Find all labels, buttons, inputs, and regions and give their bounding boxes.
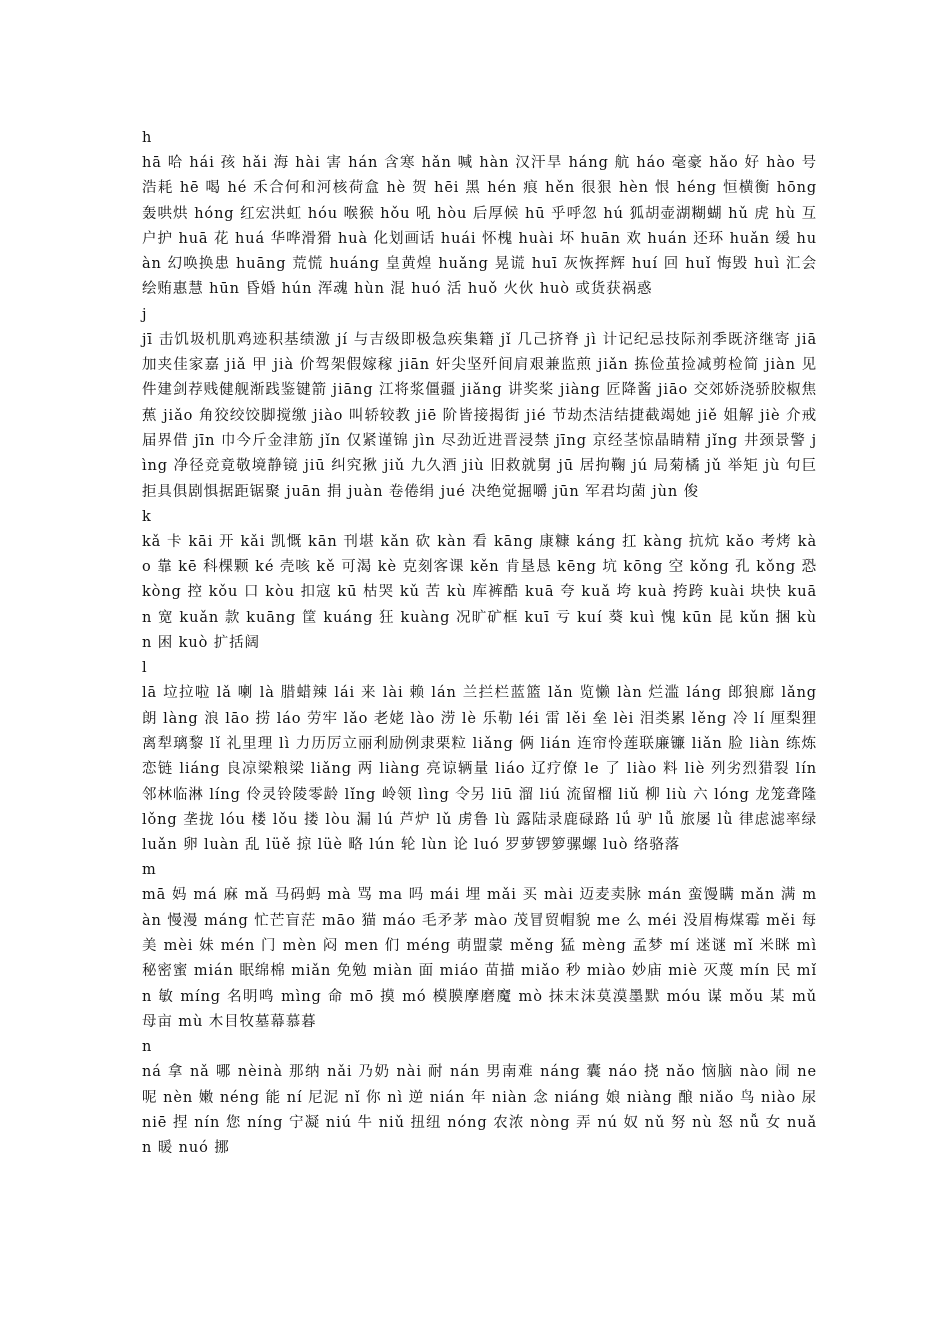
- pinyin-paragraph-j: jī 击饥圾机肌鸡迹积基绩激 jí 与吉级即极急疾集籍 jǐ 几己挤脊 jì 计记纪忌技际剂季既济继寄 jiā 加夹佳家嘉 jiǎ 甲 jià 价驾架假嫁稼 jiān 奸尖坚歼间肩艰兼监煎 jiǎn 拣俭茧捡减剪检简 jiàn 见件建剑荐贱健舰渐践鉴键箭 jiāng 江将浆僵疆 jiǎng 讲奖桨 jiàng 匠降酱 jiāo 交郊娇浇骄胶椒焦蕉 jiǎo 角狡绞饺脚搅缴 jiào 叫轿较教 jiē 阶皆接揭街 jié 节劫杰洁结捷截竭她 jiě 姐解 jiè 介戒届界借 jīn 巾今斤金津筋 jǐn 仅紧谨锦 jìn 尽劲近进晋浸禁 jīng 京经茎惊晶睛精 jǐng 井颈景警 jìng 净径竞竟敬境静镜 jiū 纠究揪 jiǔ 九久酒 jiù 旧救就舅 jū 居拘鞠 jú 局菊橘 jǔ 举矩 jù 句巨拒具俱剧惧据距锯聚 juān 捐 juàn 卷倦绢 jué 决绝觉掘嚼 jūn 军君均菌 jùn 俊: [142, 331, 817, 500]
- pinyin-paragraph-h: hā 哈 hái 孩 hǎi 海 hài 害 hán 含寒 hǎn 喊 hàn 汉汗旱 háng 航 háo 毫豪 hǎo 好 hào 号浩耗 hē 喝 hé 禾合何和河核荷盒 hè 贺 hēi 黑 hén 痕 hěn 很狠 hèn 恨 héng 恒横衡 hōng 轰哄烘 hóng 红宏洪虹 hóu 喉猴 hǒu 吼 hòu 后厚候 hū 乎呼忽 hú 狐胡壶湖糊蝴 hǔ 虎 hù 互户护 huā 花 huá 华哗滑猾 huà 化划画话 huái 怀槐 huài 坏 huān 欢 huán 还环 huǎn 缓 huàn 幻唤换患 huāng 荒慌 huáng 皇黄煌 huǎng 晃谎 huī 灰恢挥辉 huí 回 huǐ 悔毁 huì 汇会绘贿惠慧 hūn 昏婚 hún 浑魂 hùn 混 huó 活 huǒ 火伙 huò 或货获祸惑: [142, 155, 817, 298]
- section-heading-h: h: [142, 130, 153, 146]
- document-page: [142, 126, 817, 1161]
- pinyin-paragraph-k: kǎ 卡 kāi 开 kǎi 凯慨 kān 刊堪 kǎn 砍 kàn 看 kāng 康糠 káng 扛 kàng 抗炕 kǎo 考烤 kào 靠 kē 科棵颗 ké 壳咳 kě 可渴 kè 克刻客课 kěn 肯垦恳 kēng 坑 kōng 空 kǒng 孔 kǒng 恐 kòng 控 kǒu 口 kòu 扣寇 kū 枯哭 kǔ 苦 kù 库裤酷 kuā 夸 kuǎ 垮 kuà 挎跨 kuài 块快 kuān 宽 kuǎn 款 kuāng 筐 kuáng 狂 kuàng 况旷矿框 kuī 亏 kuí 葵 kuì 愧 kūn 昆 kǔn 捆 kùn 困 kuò 扩括阔: [142, 533, 817, 652]
- section-heading-k: k: [142, 508, 152, 525]
- section-heading-j: j: [142, 306, 148, 323]
- pinyin-paragraph-l: lā 垃拉啦 lǎ 喇 là 腊蜡辣 lái 来 lài 赖 lán 兰拦栏蓝篮 lǎn 览懒 làn 烂滥 láng 郎狼廊 lǎng 朗 làng 浪 lāo 捞 láo 劳牢 lǎo 老姥 lào 涝 lè 乐勒 léi 雷 lěi 垒 lèi 泪类累 lěng 冷 lí 厘梨狸离犁璃黎 lǐ 礼里理 lì 力历厉立丽利励例隶栗粒 liǎng 俩 lián 连帘怜莲联廉镰 liǎn 脸 liàn 练炼恋链 liáng 良凉梁粮梁 liǎng 两 liàng 亮谅辆量 liáo 辽疗僚 le 了 liào 料 liè 列劣烈猎裂 lín 邻林临淋 líng 伶灵铃陵零龄 lǐng 岭领 lìng 令另 liū 溜 liú 流留榴 liǔ 柳 liù 六 lóng 龙笼聋隆 lǒng 垄拢 lóu 楼 lǒu 搂 lòu 漏 lú 芦炉 lǔ 虏鲁 lù 露陆录鹿碌路 lǘ 驴 lǚ 旅屡 lǜ 律虑滤率绿 luǎn 卵 luàn 乱 lüě 掠 lüè 略 lún 轮 lùn 论 luó 罗萝锣箩骡螺 luò 络骆落: [142, 685, 817, 854]
- section-heading-m: m: [142, 862, 157, 879]
- section-heading-n: n: [142, 1039, 153, 1056]
- pinyin-paragraph-n: ná 拿 nǎ 哪 nèinà 那纳 nǎi 乃奶 nài 耐 nán 男南难 náng 囊 náo 挠 nǎo 恼脑 nào 闹 ne 呢 nèn 嫩 néng 能 ní 尼泥 nǐ 你 nì 逆 nián 年 niàn 念 niáng 娘 niàng 酿 niǎo 鸟 niào 尿 niē 捏 nín 您 níng 宁凝 niú 牛 niǔ 扭纽 nóng 农浓 nòng 弄 nú 奴 nǔ 努 nù 怒 nǚ 女 nuǎn 暖 nuó 挪: [142, 1064, 817, 1157]
- section-heading-l: l: [142, 660, 148, 677]
- pinyin-paragraph-m: mā 妈 má 麻 mǎ 马码蚂 mà 骂 ma 吗 mái 埋 mǎi 买 mài 迈麦卖脉 mán 蛮馒瞒 mǎn 满 màn 慢漫 máng 忙芒盲茫 māo 猫 máo 毛矛茅 mào 茂冒贸帽貌 me 么 méi 没眉梅煤霉 měi 每美 mèi 妹 mén 门 mèn 闷 men 们 méng 萌盟蒙 měng 猛 mèng 孟梦 mí 迷谜 mǐ 米眯 mì 秘密蜜 mián 眠绵棉 miǎn 免勉 miàn 面 miáo 苗描 miǎo 秒 miào 妙庙 miè 灭蔑 mín 民 mǐn 敏 míng 名明鸣 mìng 命 mō 摸 mó 模膜摩磨魔 mò 抹末沫莫漠墨默 móu 谋 mǒu 某 mǔ 母亩 mù 木目牧墓幕慕暮: [142, 887, 817, 1030]
